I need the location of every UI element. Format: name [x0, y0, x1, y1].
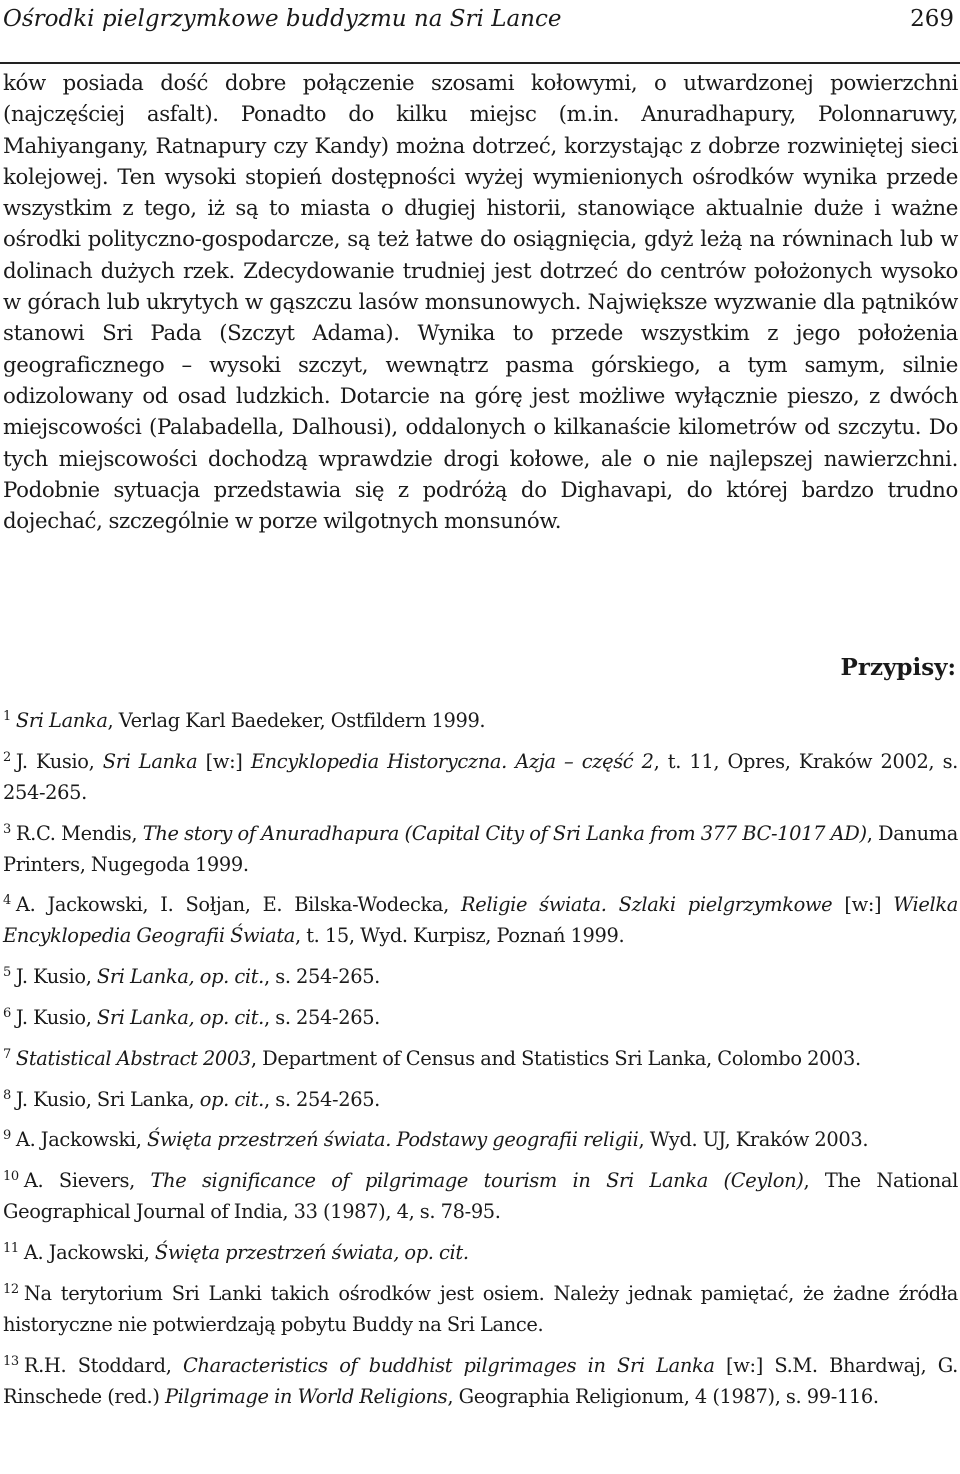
- footnote-number: 7: [3, 1046, 11, 1062]
- footnote-text: J. Kusio,: [15, 1005, 97, 1029]
- footnote-italic-text: Święta przestrzeń świata. Podstawy geografii religii: [147, 1128, 639, 1152]
- footnote-text: J. Kusio,: [15, 749, 103, 773]
- footnote-text: , s. 254-265.: [264, 965, 380, 989]
- footnote-number: 6: [3, 1005, 11, 1021]
- footnote-number: 10: [3, 1169, 19, 1185]
- footnote-item: [3, 1002, 958, 1033]
- footnote-text: A. Jackowski,: [15, 1128, 147, 1152]
- footnote-text: , Wyd. UJ, Kraków 2003.: [638, 1128, 869, 1152]
- footnote-text: , Geographia Religionum, 4 (1987), s. 99-116.: [447, 1384, 879, 1408]
- footnote-number: 8: [3, 1087, 11, 1103]
- footnote-italic-text: Pilgrimage in World Religions: [164, 1384, 448, 1408]
- footnote-text: [w:]: [197, 749, 251, 773]
- footnote-text: , The National Geographical Journal of India, 33 (1987), 4, s. 78-95.: [3, 1169, 958, 1224]
- footnote-number: 11: [3, 1240, 19, 1256]
- running-header: [3, 0, 954, 34]
- footnote-number: 12: [3, 1281, 19, 1297]
- footnote-text: , Danuma Printers, Nugegoda 1999.: [3, 821, 958, 876]
- footnote-italic-text: Sri Lanka: [102, 749, 198, 773]
- footnote-italic-text: The story of Anuradhapura (Capital City of Sri Lanka from 377 BC-1017 AD): [142, 821, 867, 845]
- footnote-text: R.H. Stoddard,: [23, 1353, 183, 1377]
- footnote-text: A. Jackowski,: [23, 1240, 155, 1264]
- footnotes-heading: Przypisy:: [840, 654, 956, 681]
- footnote-text: , Department of Census and Statistics Sri Lanka, Colombo 2003.: [250, 1046, 861, 1070]
- footnote-text: , s. 254-265.: [264, 1005, 380, 1029]
- footnote-italic-text: Sri Lanka: [15, 709, 108, 732]
- footnote-item: [3, 1124, 958, 1155]
- footnote-item: [3, 705, 958, 736]
- footnote-italic-text: Święta przestrzeń świata, op. cit.: [154, 1240, 469, 1264]
- footnote-text: , Verlag Karl Baedeker, Ostfildern 1999.: [107, 709, 486, 732]
- footnote-text: [w:] S.M. Bhardwaj, G. Rinschede (red.): [3, 1353, 958, 1408]
- footnote-text: [w:]: [832, 893, 894, 917]
- footnote-italic-text: Religie świata. Szlaki pielgrzymkowe: [461, 893, 833, 917]
- body-paragraph: ków posiada dość dobre połączenie szosami kołowymi, o utwardzonej powierzchni (najczęściej asfalt). Ponadto do kilku miejsc (m.in. Anuradhapury, Polonnaruwy, Mahiyangany, Ratnapury czy Kandy) można dotrzeć, korzystając z dobrze rozwiniętej sieci kolejowej. Ten wysoki stopień dostępności wyżej wymienionych ośrodków wynika przede wszystkim z tego, iż są to miasta o długiej historii, stanowiące aktualnie duże i ważne ośrodki polityczno-gospodarcze, są też łatwe do osiągnięcia, gdyż leżą na równinach lub w dolinach dużych rzek. Zdecydowanie trudniej jest dotrzeć do centrów położonych wysoko w górach lub ukrytych w gąszczu lasów monsunowych. Największe wyzwanie dla pątników stanowi Sri Pada (Szczyt Adama). Wynika to przede wszystkim z jego położenia geograficznego – wysoki szczyt, wewnątrz pasma górskiego, a tym samym, silnie odizolowany od osad ludzkich. Dotarcie na górę jest możliwe wyłącznie pieszo, z dwóch miejscowości (Palabadella, Dalhousi), oddalonych o kilkanaście kilometrów od szczytu. Do tych miejscowości dochodzą wprawdzie drogi kołowe, ale o nie najlepszej nawierzchni. Podobnie sytuacja przedstawia się z podróżą do Dighavapi, do której bardzo trudno dojechać, szczególnie w porze wilgotnych monsunów.: [3, 71, 958, 535]
- footnote-item: [3, 1043, 958, 1074]
- footnote-italic-text: Characteristics of buddhist pilgrimages in Sri Lanka: [182, 1353, 715, 1377]
- footnote-text: Na terytorium Sri Lanki takich ośrodków jest osiem. Należy jednak pamiętać, że żadne źródła historyczne nie potwierdzają pobytu Buddy na Sri Lance.: [3, 1281, 958, 1336]
- footnote-italic-text: Encyklopedia Historyczna. Azja – część 2: [250, 749, 654, 773]
- footnote-text: R.C. Mendis,: [15, 821, 143, 845]
- footnote-italic-text: The significance of pilgrimage tourism in Sri Lanka (Ceylon): [150, 1169, 804, 1193]
- footnote-italic-text: Statistical Abstract 2003: [15, 1046, 251, 1070]
- footnote-text: A. Jackowski, I. Sołjan, E. Bilska-Wodecka,: [15, 893, 461, 917]
- footnote-number: 13: [3, 1353, 19, 1369]
- footnote-italic-text: Wielka Encyklopedia Geografii Świata: [3, 893, 958, 948]
- footnote-item: [3, 1084, 958, 1115]
- footnote-italic-text: Sri Lanka, op. cit.: [96, 1005, 264, 1029]
- footnote-italic-text: op. cit.: [199, 1087, 264, 1111]
- footnote-item: [3, 1350, 958, 1412]
- footnote-item: [3, 961, 958, 992]
- footnote-text: , s. 254-265.: [264, 1087, 380, 1111]
- footnote-text: J. Kusio, Sri Lanka,: [15, 1087, 200, 1111]
- footnote-item: [3, 1278, 958, 1340]
- footnote-number: 4: [3, 893, 11, 909]
- footnote-number: 2: [3, 749, 11, 765]
- page-number: 269: [910, 6, 954, 32]
- footnote-text: A. Sievers,: [23, 1169, 151, 1193]
- footnote-item: [3, 1237, 958, 1268]
- footnote-number: 9: [3, 1128, 11, 1144]
- footnote-item: [3, 889, 958, 951]
- footnote-number: 1: [3, 709, 11, 724]
- footnotes-list: [3, 705, 958, 1421]
- footnote-item: [3, 1165, 958, 1227]
- footnote-item: [3, 818, 958, 880]
- footnote-number: 5: [3, 965, 11, 981]
- footnote-item: [3, 746, 958, 808]
- header-rule: [0, 62, 960, 64]
- footnote-text: , t. 15, Wyd. Kurpisz, Poznań 1999.: [294, 924, 625, 948]
- footnote-text: , t. 11, Opres, Kraków 2002, s. 254-265.: [3, 749, 958, 804]
- running-title: Ośrodki pielgrzymkowe buddyzmu na Sri Lance: [3, 6, 562, 32]
- footnote-number: 3: [3, 821, 11, 837]
- footnote-italic-text: Sri Lanka, op. cit.: [96, 965, 264, 989]
- footnote-text: J. Kusio,: [15, 965, 97, 989]
